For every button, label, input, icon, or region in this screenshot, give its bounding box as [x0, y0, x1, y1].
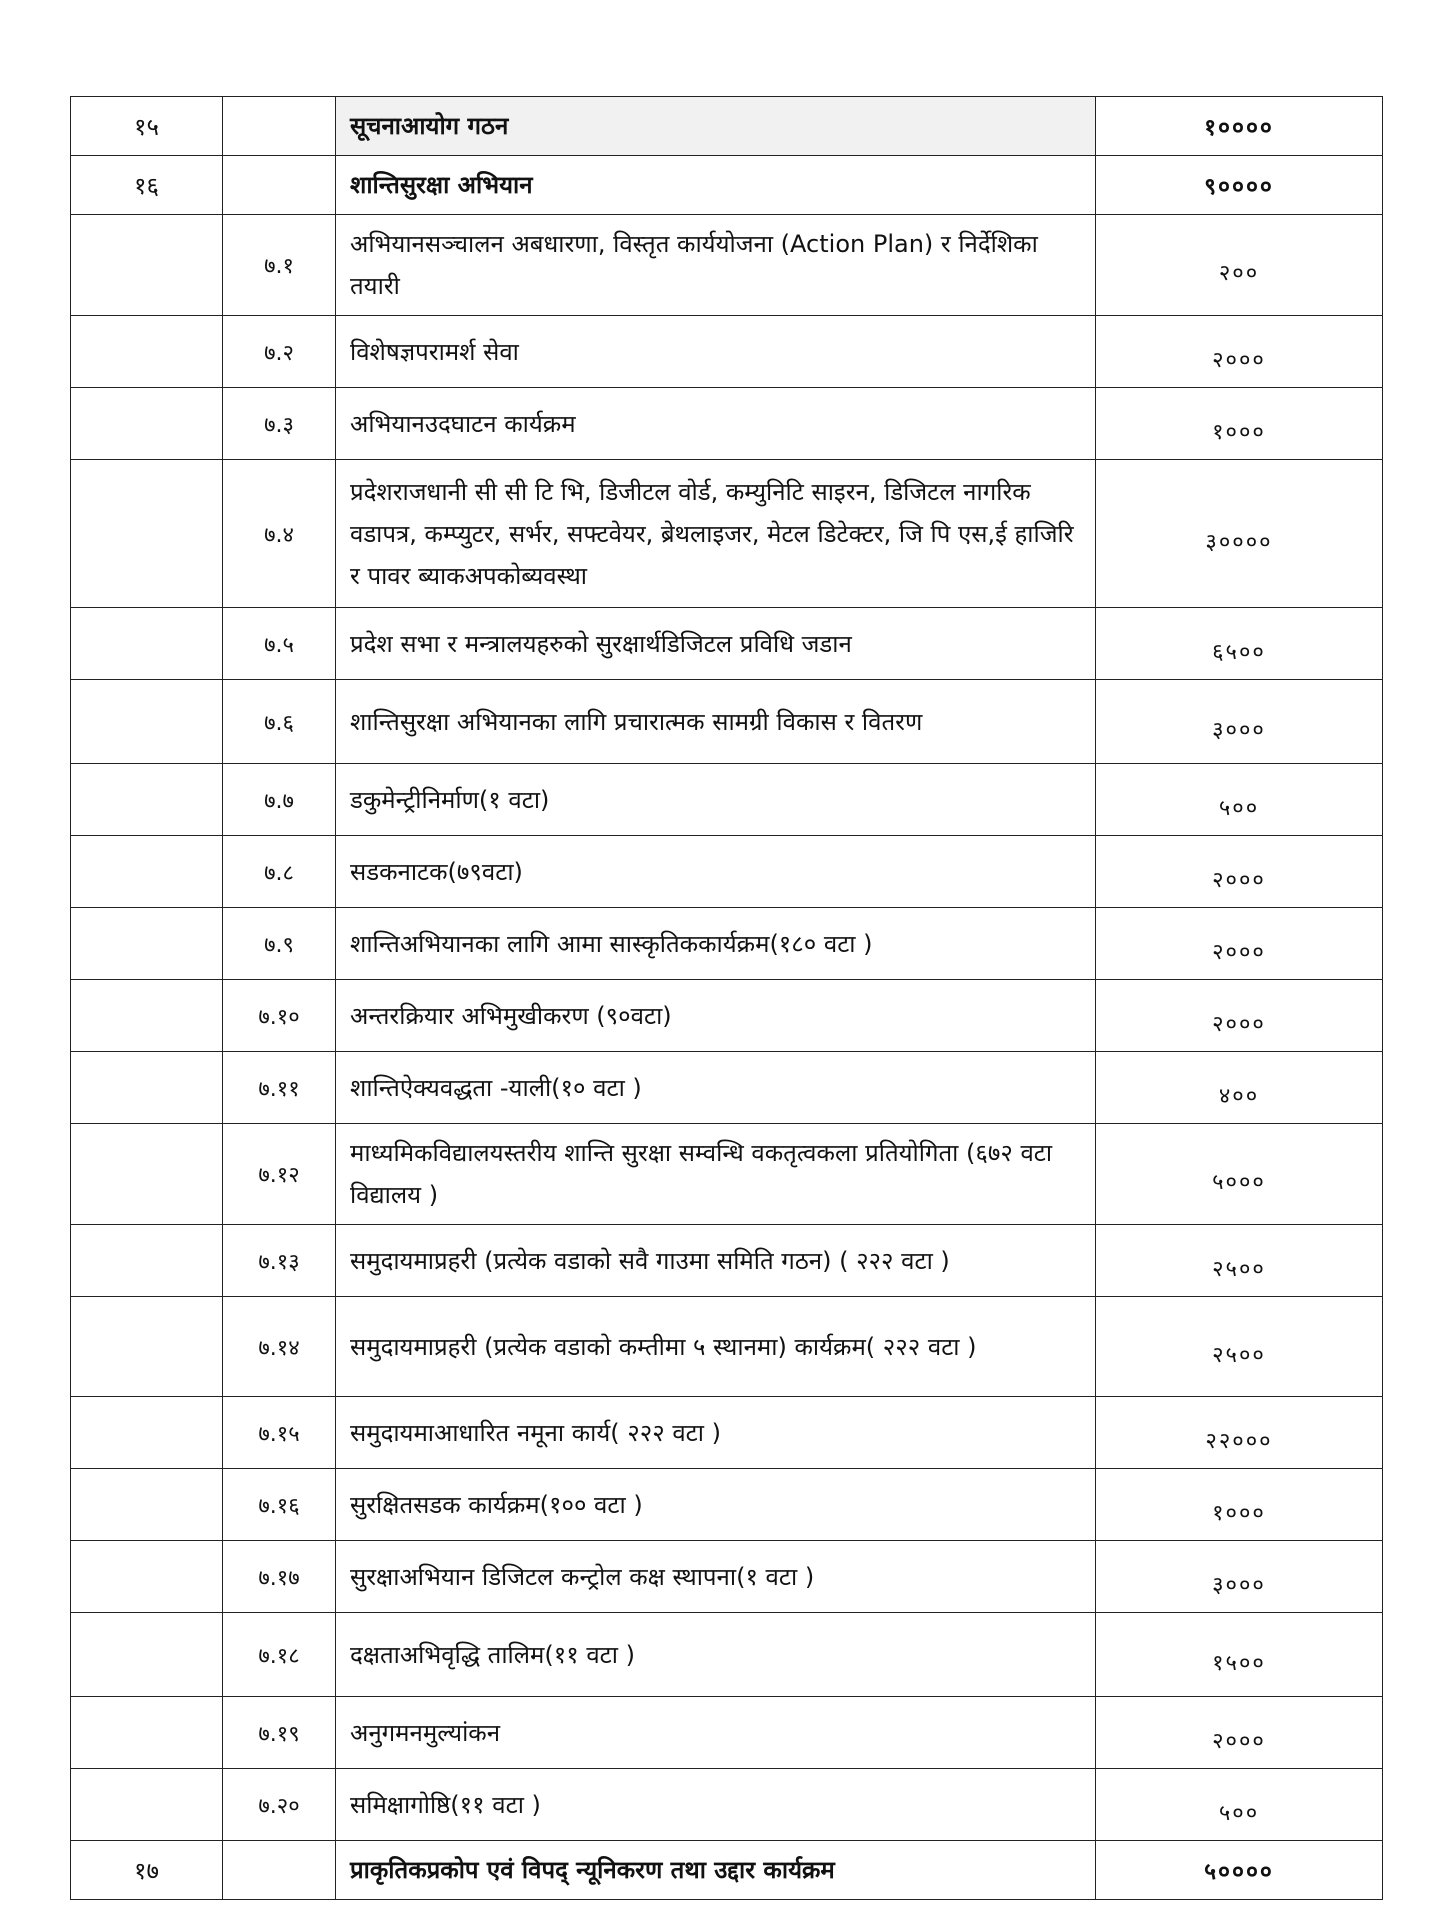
amount-cell: २०००	[1096, 836, 1383, 908]
description-cell: अभियानउदघाटन कार्यक्रम	[336, 388, 1096, 460]
item-code-cell: ७.१२	[223, 1124, 336, 1225]
item-row	[71, 908, 1383, 980]
item-row	[71, 215, 1383, 316]
item-row	[71, 460, 1383, 608]
serial-number-cell	[71, 1469, 223, 1541]
item-code-cell: ७.७	[223, 764, 336, 836]
serial-number-cell	[71, 836, 223, 908]
item-row	[71, 1124, 1383, 1225]
budget-table-body	[71, 97, 1383, 1900]
description-cell: समुदायमाआधारित नमूना कार्य( २२२ वटा )	[336, 1397, 1096, 1469]
serial-number-cell	[71, 1769, 223, 1841]
amount-cell: ३००००	[1096, 460, 1383, 608]
serial-number-cell: १५	[71, 97, 223, 156]
item-row	[71, 1469, 1383, 1541]
description-cell: अनुगमनमुल्यांकन	[336, 1697, 1096, 1769]
serial-number-cell: १६	[71, 156, 223, 215]
item-code-cell: ७.१५	[223, 1397, 336, 1469]
serial-number-cell	[71, 1397, 223, 1469]
item-row	[71, 1697, 1383, 1769]
amount-cell: २०००	[1096, 1697, 1383, 1769]
description-cell: समिक्षागोष्ठि(११ वटा )	[336, 1769, 1096, 1841]
description-cell: प्राकृतिकप्रकोप एवं विपद् न्यूनिकरण तथा उद्दार कार्यक्रम	[336, 1841, 1096, 1900]
item-row	[71, 980, 1383, 1052]
amount-cell: ६५००	[1096, 608, 1383, 680]
amount-cell: ३०००	[1096, 680, 1383, 764]
item-row	[71, 680, 1383, 764]
serial-number-cell	[71, 460, 223, 608]
item-row	[71, 1297, 1383, 1397]
serial-number-cell	[71, 1297, 223, 1397]
serial-number-cell	[71, 680, 223, 764]
amount-cell: ५००००	[1096, 1841, 1383, 1900]
item-code-cell: ७.१९	[223, 1697, 336, 1769]
item-code-cell: ७.६	[223, 680, 336, 764]
item-code-cell: ७.४	[223, 460, 336, 608]
serial-number-cell	[71, 608, 223, 680]
serial-number-cell	[71, 388, 223, 460]
item-row	[71, 1052, 1383, 1124]
description-cell: शान्तिऐक्यवद्धता -याली(१० वटा )	[336, 1052, 1096, 1124]
description-cell: शान्तिसुरक्षा अभियान	[336, 156, 1096, 215]
item-code-cell: ७.१८	[223, 1613, 336, 1697]
description-cell: विशेषज्ञपरामर्श सेवा	[336, 316, 1096, 388]
budget-table	[70, 96, 1383, 1900]
serial-number-cell	[71, 316, 223, 388]
item-code-cell: ७.१७	[223, 1541, 336, 1613]
item-code-cell: ७.१३	[223, 1225, 336, 1297]
serial-number-cell	[71, 1541, 223, 1613]
amount-cell: ४००	[1096, 1052, 1383, 1124]
item-row	[71, 1769, 1383, 1841]
amount-cell: १०००	[1096, 388, 1383, 460]
section-row	[71, 97, 1383, 156]
item-code-cell	[223, 1841, 336, 1900]
item-row	[71, 608, 1383, 680]
item-code-cell: ७.१	[223, 215, 336, 316]
serial-number-cell	[71, 1697, 223, 1769]
serial-number-cell	[71, 215, 223, 316]
amount-cell: २५००	[1096, 1297, 1383, 1397]
amount-cell: २०००	[1096, 980, 1383, 1052]
serial-number-cell	[71, 980, 223, 1052]
description-cell: प्रदेशराजधानी सी सी टि भि, डिजीटल वोर्ड, कम्युनिटि साइरन, डिजिटल नागरिक वडापत्र, कम्प्युटर, सर्भर, सफ्टवेयर, ब्रेथलाइजर, मेटल डिटेक्टर, जि पि एस,ई हाजिरि र पावर ब्याकअपकोब्यवस्था	[336, 460, 1096, 608]
description-cell: डकुमेन्ट्रीनिर्माण(१ वटा)	[336, 764, 1096, 836]
item-code-cell	[223, 97, 336, 156]
amount-cell: १०००	[1096, 1469, 1383, 1541]
description-cell: अभियानसञ्चालन अबधारणा, विस्तृत कार्ययोजना (Action Plan) र निर्देशिका तयारी	[336, 215, 1096, 316]
description-cell: अन्तरक्रियार अभिमुखीकरण (९०वटा)	[336, 980, 1096, 1052]
item-code-cell: ७.२०	[223, 1769, 336, 1841]
item-row	[71, 1613, 1383, 1697]
item-row	[71, 764, 1383, 836]
item-code-cell: ७.८	[223, 836, 336, 908]
item-row	[71, 1397, 1383, 1469]
amount-cell: ३०००	[1096, 1541, 1383, 1613]
description-cell: शान्तिअभियानका लागि आमा सास्कृतिककार्यक्रम(१८० वटा )	[336, 908, 1096, 980]
item-code-cell: ७.११	[223, 1052, 336, 1124]
amount-cell: २०००	[1096, 316, 1383, 388]
description-cell: शान्तिसुरक्षा अभियानका लागि प्रचारात्मक सामग्री विकास र वितरण	[336, 680, 1096, 764]
section-row	[71, 156, 1383, 215]
amount-cell: २५००	[1096, 1225, 1383, 1297]
item-row	[71, 1541, 1383, 1613]
item-row	[71, 836, 1383, 908]
serial-number-cell	[71, 1613, 223, 1697]
section-row	[71, 1841, 1383, 1900]
item-code-cell: ७.१०	[223, 980, 336, 1052]
serial-number-cell	[71, 1225, 223, 1297]
description-cell: सुरक्षाअभियान डिजिटल कन्ट्रोल कक्ष स्थापना(१ वटा )	[336, 1541, 1096, 1613]
description-cell: सूचनाआयोग गठन	[336, 97, 1096, 156]
item-code-cell: ७.१४	[223, 1297, 336, 1397]
item-code-cell: ७.५	[223, 608, 336, 680]
description-cell: समुदायमाप्रहरी (प्रत्येक वडाको सवै गाउमा समिति गठन) ( २२२ वटा )	[336, 1225, 1096, 1297]
amount-cell: १५००	[1096, 1613, 1383, 1697]
description-cell: समुदायमाप्रहरी (प्रत्येक वडाको कम्तीमा ५ स्थानमा) कार्यक्रम( २२२ वटा )	[336, 1297, 1096, 1397]
description-cell: सडकनाटक(७९वटा)	[336, 836, 1096, 908]
serial-number-cell	[71, 764, 223, 836]
description-cell: माध्यमिकविद्यालयस्तरीय शान्ति सुरक्षा सम्वन्धि वकतृत्वकला प्रतियोगिता (६७२ वटा विद्यालय )	[336, 1124, 1096, 1225]
amount-cell: २२०००	[1096, 1397, 1383, 1469]
description-cell: प्रदेश सभा र मन्त्रालयहरुको सुरक्षार्थडिजिटल प्रविधि जडान	[336, 608, 1096, 680]
serial-number-cell	[71, 1124, 223, 1225]
amount-cell: ९००००	[1096, 156, 1383, 215]
item-code-cell: ७.१६	[223, 1469, 336, 1541]
amount-cell: ५०००	[1096, 1124, 1383, 1225]
serial-number-cell: १७	[71, 1841, 223, 1900]
description-cell: दक्षताअभिवृद्धि तालिम(११ वटा )	[336, 1613, 1096, 1697]
item-code-cell: ७.२	[223, 316, 336, 388]
description-cell: सुरक्षितसडक कार्यक्रम(१०० वटा )	[336, 1469, 1096, 1541]
item-row	[71, 316, 1383, 388]
amount-cell: २०००	[1096, 908, 1383, 980]
item-code-cell	[223, 156, 336, 215]
item-row	[71, 1225, 1383, 1297]
amount-cell: ५००	[1096, 764, 1383, 836]
item-code-cell: ७.९	[223, 908, 336, 980]
serial-number-cell	[71, 1052, 223, 1124]
amount-cell: ५००	[1096, 1769, 1383, 1841]
amount-cell: २००	[1096, 215, 1383, 316]
amount-cell: १००००	[1096, 97, 1383, 156]
item-row	[71, 388, 1383, 460]
item-code-cell: ७.३	[223, 388, 336, 460]
serial-number-cell	[71, 908, 223, 980]
